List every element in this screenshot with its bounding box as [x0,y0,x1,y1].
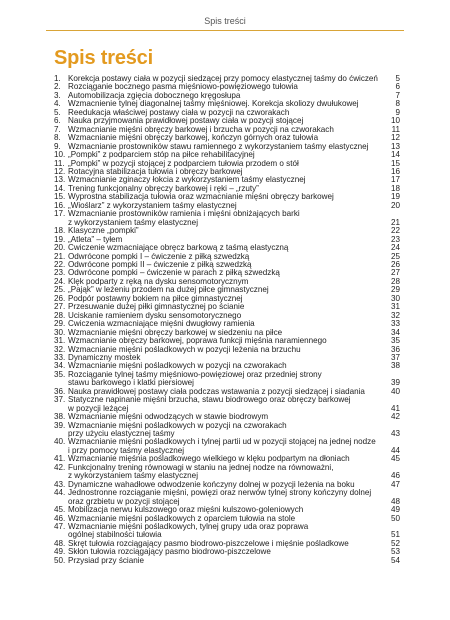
toc-entry-page: 33 [390,319,400,329]
toc-entry-title: „Wioślarz” z wykorzystaniem taśmy elastycznej [68,201,237,210]
toc-entry-page: 20 [390,200,400,210]
toc-entry [54,413,400,421]
toc-entry-page: 52 [390,538,400,548]
toc-entry-page: 22 [390,226,400,236]
toc-entry-number: 4. [54,99,61,109]
toc-entry-number: 38. [54,412,66,422]
toc-entry-number: 6. [54,116,61,126]
toc-entry-page: 46 [390,471,400,481]
toc-entry-number: 3. [54,90,61,100]
toc-entry-title: Odwrócone pompki I – ćwiczenie z piłką szwedzką [68,252,250,261]
toc-entry [54,303,400,311]
toc-entry-title: Wzmacnianie prostowników stawu ramiennego z wykorzystaniem taśmy elastycznej [68,142,369,151]
toc-entry-number: 27. [54,302,66,312]
toc-entry [54,117,400,125]
toc-entry-number: 32. [54,344,66,354]
toc-entry-title: Dynamiczne wahadłowe odwodzenie kończyny dolnej w pozycji leżenia na boku [68,480,355,489]
toc-entry-title: Rotacyjna stabilizacja tułowia i obręczy barkowej [68,167,243,176]
toc-entry-continuation [54,498,400,506]
toc-entry [54,168,400,176]
toc-entry-page: 7 [395,90,400,100]
toc-entry-title: Przysiad przy ścianie [68,556,145,565]
toc-entry-number: 46. [54,513,66,523]
toc-entry [54,506,400,514]
toc-entry-number: 7. [54,124,61,134]
toc-entry-title: Wzmacnianie mięśnia pośladkowego wielkiego w klęku podpartym na dłoniach [68,455,350,464]
toc-entry-number: 47. [54,522,66,532]
toc-entry-title: z wykorzystaniem taśmy elastycznej [68,218,198,227]
toc-entry [54,557,400,565]
toc-entry-title: stawu barkowego i klatki piersiowej [68,379,194,388]
toc-entry [54,362,400,370]
toc-entry [54,371,400,379]
toc-entry-page: 42 [390,412,400,422]
toc-entry-number: 11. [54,158,65,168]
toc-entry-title: Wzmacnianie mięśni obręczy barkowej w siedzeniu na piłce [68,328,283,337]
toc-entry-number: 45. [54,505,66,515]
toc-entry-number: 10. [54,150,66,160]
toc-entry [54,210,400,218]
toc-entry-title: Ćwiczenie wzmacniające obręcz barkową z taśmą elastyczną [68,244,289,253]
toc-entry-title: Wzmacnianie mięśni pośladkowych, tylnej grupy uda oraz poprawa [68,523,309,532]
toc-entry-page: 10 [390,116,400,126]
toc-entry [54,481,400,489]
toc-entry-title: Wzmacnianie mięśni pośladkowych w pozycji na czworakach [68,362,287,371]
toc-entry-page: 28 [390,276,400,286]
toc-entry-page: 49 [390,505,400,515]
toc-entry-page: 54 [390,555,400,565]
toc-entry-number: 50. [54,555,66,565]
toc-entry-title: Wzmacnianie mięśni pośladkowych w pozycji leżenia na brzuchu [68,345,301,354]
toc-entry [54,396,400,404]
toc-entry-page: 5 [395,74,400,83]
toc-entry-title: Reedukacja właściwej postawy ciała w pozycji na czworakach [68,108,290,117]
toc-entry-page: 18 [390,183,400,193]
toc-entry [54,75,400,83]
toc-entry-title: Podpór postawny bokiem na piłce gimnastycznej [68,294,243,303]
toc-entry-title: Klasyczne „pompki” [68,227,139,236]
toc-entry-number: 33. [54,352,66,362]
toc-entry-title: Jednostronne rozciąganie mięśni, powięzi oraz nerwów tylnej strony kończyny dolnej [68,489,372,498]
toc-entry-number: 13. [54,175,66,185]
toc-entry-title: Mobilizacja nerwu kulszowego oraz mięśni kulszowo-goleniowych [68,506,304,515]
toc-entry [54,438,400,446]
toc-entry-page: 50 [390,513,400,523]
toc-entry-page: 8 [395,99,400,109]
toc-entry-page: 44 [390,445,400,455]
toc-entry-number: 22. [54,259,66,269]
toc-entry-title: w pozycji leżącej [68,404,129,413]
toc-entry-number: 40. [54,437,66,447]
toc-entry [54,202,400,210]
header-rule [46,30,404,31]
toc-entry-title: Automobilizacja zgięcia dobocznego kręgosłupa [68,91,241,100]
toc-entry-title: Odwrócone pompki – ćwiczenie w parach z piłką szwedzką [68,269,280,278]
toc-entry-title: Wzmacnianie obręczy barkowej, poprawa funkcji mięśnia naramiennego [68,337,327,346]
toc-entry-title: Wzmacnianie mięśni pośladkowych w pozycji na czworakach [68,421,287,430]
toc-entry-title: Nauka przyjmowania prawidłowej postawy ciała w pozycji stojącej [68,117,304,126]
toc-entry [54,286,400,294]
toc-entry [54,176,400,184]
toc-entry-title: oraz grzbietu w pozycji stojącej [68,497,180,506]
toc-entry-number: 23. [54,268,66,278]
toc-entry-number: 28. [54,310,66,320]
toc-entry-number: 29. [54,319,66,329]
toc-entry-title: Skłon tułowia rozciągający pasmo biodrowo-piszczelowe [68,548,271,557]
toc-entry-page: 27 [390,268,400,278]
toc-entry-title: i przy pomocy taśmy elastycznej [68,446,185,455]
toc-entry-page: 12 [390,133,400,143]
toc-entry-continuation [54,472,400,480]
toc-entry-page: 43 [390,429,400,439]
toc-entry-page: 37 [390,352,400,362]
toc-entry [54,422,400,430]
toc-entry-number: 18. [54,226,66,236]
toc-entry-number: 49. [54,547,66,557]
toc-entry-title: Wzmacnianie prostowników ramienia i mięśni obniżających barki [68,210,300,219]
toc-entry-title: przy użyciu elastycznej taśmy [68,430,175,439]
toc-entry [54,354,400,362]
toc-entry-page: 21 [390,217,400,227]
toc-entry [54,126,400,134]
toc-entry-number: 42. [54,462,66,472]
toc-entry-number: 43. [54,479,66,489]
toc-entry-number: 30. [54,327,66,337]
toc-entry-number: 16. [54,200,66,210]
toc-entry-page: 47 [390,479,400,489]
toc-entry [54,540,400,548]
toc-entry-title: Nauka prawidłowej postawy ciała podczas wstawania z pozycji siedzącej i siadania [68,387,365,396]
toc-entry-title: Klęk podparty z ręką na dysku sensomotorycznym [68,277,249,286]
toc-entry-number: 44. [54,488,66,498]
toc-entry-page: 14 [390,150,400,160]
toc-entry-page: 19 [390,192,400,202]
toc-entry-title: Wzmacnianie mięśni obręczy barkowej, kończyn górnych oraz tułowia [68,134,319,143]
toc-entry [54,388,400,396]
toc-entry [54,253,400,261]
toc-entry-page: 16 [390,166,400,176]
toc-entry-page: 41 [390,403,400,413]
toc-entry-continuation [54,430,400,438]
toc-entry [54,227,400,235]
toc-entry-number: 35. [54,369,66,379]
toc-entry-page: 53 [390,547,400,557]
toc-entry-page: 30 [390,293,400,303]
toc-entry-number: 9. [54,141,61,151]
toc-entry [54,236,400,244]
toc-entry [54,134,400,142]
toc-entry-title: „Pająk” w leżeniu przodem na dużej piłce gimnastycznej [68,286,269,295]
toc-entry-title: Przesuwanie dużej piłki gimnastycznej po ścianie [68,303,245,312]
toc-entry-page: 48 [390,496,400,506]
toc-entry-page: 31 [390,302,400,312]
toc-entry [54,244,400,252]
toc-entry-continuation [54,447,400,455]
toc-entry-continuation [54,405,400,413]
toc-entry-page: 34 [390,327,400,337]
toc-entry [54,515,400,523]
toc-entry [54,261,400,269]
toc-entry-title: z wykorzystaniem taśmy elastycznej [68,472,198,481]
toc-entry-number: 1. [54,74,61,83]
toc-entry-number: 17. [54,209,66,219]
toc-entry [54,548,400,556]
toc-entry-title: Wzmacnianie mięśni obręczy barkowej i brzucha w pozycji na czworakach [68,125,334,134]
toc-entry-number: 20. [54,243,66,253]
toc-entry [54,193,400,201]
toc-entry-title: Korekcja postawy ciała w pozycji siedzącej przy pomocy elastycznej taśmy do ćwiczeń [68,75,378,83]
toc-entry-title: Wzmacnianie zginaczy łokcia z wykorzystaniem taśmy elastycznej [68,176,306,185]
toc-entry-page: 36 [390,344,400,354]
toc-entry [54,329,400,337]
toc-entry-number: 31. [54,336,66,346]
toc-entry-number: 36. [54,386,66,396]
toc-entry-title: Skręt tułowia rozciągający pasmo biodrowo-piszczelowe i mięśnie pośladkowe [68,539,349,548]
toc-entry-page: 29 [390,285,400,295]
toc-entry [54,464,400,472]
toc-entry-title: Wzmacnienie tylnej diagonalnej taśmy mięśniowej. Korekcja skoliozy dwułukowej [68,100,359,109]
toc-entry-title: ogólnej stabilności tułowia [68,531,162,540]
toc-entry-title: Wyprostna stabilizacja tułowia oraz wzmacnianie mięśni obręczy barkowej [68,193,334,202]
toc-entry [54,320,400,328]
toc-entry-number: 15. [54,192,66,202]
toc-entry-number: 48. [54,538,66,548]
toc-entry-page: 32 [390,310,400,320]
toc-entry-title: Ćwiczenia wzmacniające mięśni dwugłowy ramienia [68,320,255,329]
toc-entry [54,160,400,168]
toc-entry-number: 19. [54,234,66,244]
toc-entry-number: 14. [54,183,66,193]
toc-entry-number: 5. [54,107,61,117]
toc-entry-number: 12. [54,166,66,176]
toc-entry [54,489,400,497]
toc-entry-number: 2. [54,82,61,92]
page-title: Spis treści [54,47,153,69]
toc-entry [54,278,400,286]
toc-entry-title: Uciskanie ramieniem dysku sensomotorycznego [68,311,242,320]
toc-entry [54,151,400,159]
toc-entry-title: Funkcjonalny trening równowagi w staniu na jednej nodze na równoważni, [68,463,334,472]
toc-entry-title: Wzmacnianie mięśni odwodzących w stawie biodrowym [68,413,269,422]
toc-entry [54,269,400,277]
toc-entry-page: 40 [390,386,400,396]
toc-entry-number: 26. [54,293,66,303]
running-header: Spis treści [204,16,246,26]
toc-entry-title: Wzmacnianie mięśni pośladkowych i tylnej partii ud w pozycji stojącej na jednej nodze [68,438,376,447]
toc-entry-number: 41. [54,454,66,464]
toc-entry-title: Rozciąganie tylnej taśmy mięśniowo-powięziowej oraz przedniej strony [68,370,322,379]
toc-entry-title: Dynamiczny mostek [68,353,141,362]
toc-entry [54,295,400,303]
toc-entry [54,337,400,345]
toc-entry-title: Wzmacnianie mięśni pośladkowych z oparciem tułowia na stole [68,514,296,523]
toc-entry-number: 37. [54,395,66,405]
toc-entry [54,100,400,108]
toc-entry-title: Rozciąganie bocznego pasma mięśniowo-powięziowego tułowia [68,83,298,92]
toc-entry-title: „Atleta” – tyłem [68,235,123,244]
toc-entry-number: 34. [54,361,66,371]
toc-entry-page: 15 [390,158,400,168]
toc-list [54,75,400,565]
toc-entry-page: 35 [390,336,400,346]
toc-entry-title: „Pompki” z podparciem stóp na piłce rehabilitacyjnej [68,151,255,160]
toc-entry-page: 23 [390,234,400,244]
toc-entry-page: 6 [395,82,400,92]
toc-entry-title: Trening funkcjonalny obręczy barkowej i ręki – „rzuty” [68,184,259,193]
toc-entry-page: 13 [390,141,400,151]
toc-entry-continuation [54,531,400,539]
toc-entry-page: 9 [395,107,400,117]
toc-entry [54,143,400,151]
toc-entry-page: 38 [390,361,400,371]
toc-entry [54,346,400,354]
toc-entry-continuation [54,219,400,227]
toc-entry-number: 25. [54,285,66,295]
toc-entry-page: 11 [391,124,400,134]
toc-entry-page: 26 [390,259,400,269]
toc-entry-number: 21. [54,251,66,261]
toc-entry [54,109,400,117]
toc-entry-page: 17 [390,175,400,185]
toc-entry-page: 24 [390,243,400,253]
toc-entry-page: 39 [390,378,400,388]
toc-entry [54,83,400,91]
toc-entry [54,523,400,531]
toc-entry-continuation [54,379,400,387]
toc-entry [54,92,400,100]
toc-entry-title: „Pompki” w pozycji stojącej z podparciem tułowia przodem o stół [68,159,299,168]
toc-entry-number: 24. [54,276,66,286]
toc-entry-page: 25 [390,251,400,261]
toc-entry-page: 45 [390,454,400,464]
toc-entry-number: 8. [54,133,61,143]
toc-entry [54,312,400,320]
toc-entry-title: Statyczne napinanie mięśni brzucha, stawu biodrowego oraz obręczy barkowej [68,396,351,405]
toc-entry-page: 51 [390,530,400,540]
toc-entry-title: Odwrócone pompki II – ćwiczenie z piłką szwedzką [68,260,252,269]
toc-entry [54,185,400,193]
toc-entry-number: 39. [54,420,66,430]
toc-entry [54,455,400,463]
